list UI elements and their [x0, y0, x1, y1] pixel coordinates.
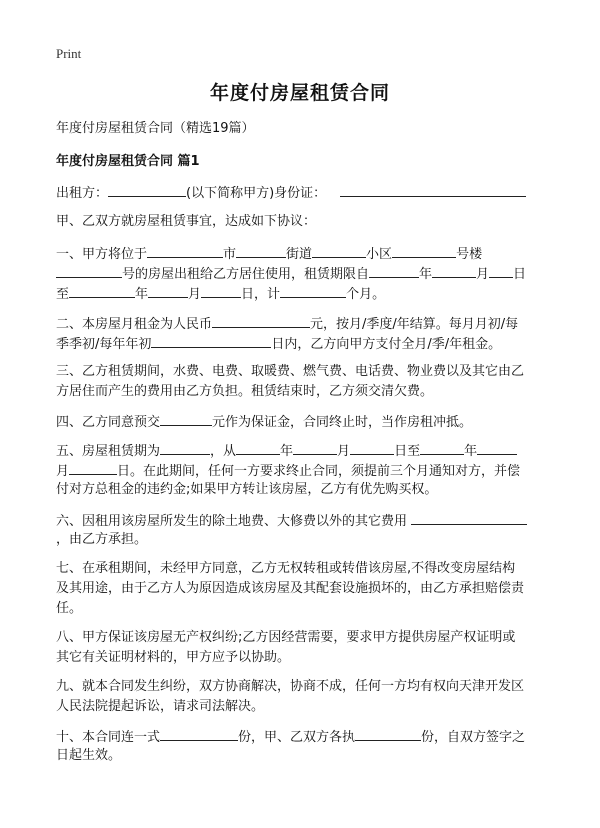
clause-1-text: 日: [513, 267, 527, 282]
clause-2-line-2: [56, 333, 501, 355]
clause-7-line-3: 任。: [56, 601, 83, 616]
clause-1-text: 个月。: [346, 287, 386, 302]
clause-2-text: 二、本房屋月租金为人民币: [56, 317, 213, 332]
clause-2-text: 季季初/每年年初: [56, 337, 152, 352]
lease-period-blank[interactable]: [160, 440, 210, 455]
deposit-blank[interactable]: [160, 411, 212, 426]
clause-5-text: ，从: [210, 444, 237, 459]
clause-1-text: 年: [135, 287, 149, 302]
unit-blank[interactable]: [56, 263, 122, 278]
clause-1-line-1: [56, 243, 482, 265]
clause-7-line-1: 七、在承租期间，未经甲方同意，乙方无权转租或转借该房屋,不得改变房屋结构: [56, 561, 516, 576]
document-subtitle: 年度付房屋租赁合同（精选19篇）: [56, 121, 255, 136]
clause-3-line-2: 方居住而产生的费用由乙方负担。租赁结束时，乙方须交清欠费。: [56, 384, 434, 399]
clause-5-text: 五、房屋租赁期为: [56, 444, 161, 459]
clause-4-line: [56, 411, 472, 433]
start-year-blank[interactable]: [369, 263, 419, 278]
clause-9-line-2: 人民法院提起诉讼，请求司法解决。: [56, 699, 265, 714]
start-day-blank[interactable]: [489, 263, 513, 278]
building-blank[interactable]: [392, 243, 456, 258]
street-blank[interactable]: [236, 243, 286, 258]
clause-1-text: 号楼: [456, 247, 483, 262]
clause-5-text: 月: [56, 464, 70, 479]
clause-5-line-2: [56, 460, 520, 482]
clause-1-text: 至: [56, 287, 70, 302]
end-day-blank[interactable]: [201, 283, 241, 298]
clause-2-text: 元，按月/季度/年结算。每月月初/每: [310, 317, 519, 332]
clause-1-text: 小区: [366, 247, 393, 262]
print-link[interactable]: Print: [56, 46, 82, 61]
payment-days-blank[interactable]: [151, 333, 271, 348]
clause-5-text: 年: [280, 444, 294, 459]
clause-4-text: 元作为保证金，合同终止时，当作房租冲抵。: [212, 415, 473, 430]
clause-5-text: 月: [337, 444, 351, 459]
clause-5-line-3: 付对方总租金的违约金;如果甲方转让该房屋，乙方有优先购买权。: [56, 482, 438, 497]
from-month-blank[interactable]: [293, 440, 337, 455]
clause-1-text: 市: [223, 247, 237, 262]
to-month-blank[interactable]: [477, 440, 517, 455]
clause-5-text: 年: [464, 444, 478, 459]
clause-3-line-1: 三、乙方租赁期间，水费、电费、取暖费、燃气费、电话费、物业费以及其它由乙: [56, 364, 525, 379]
clause-10-text: 份，甲、乙双方各执: [238, 730, 356, 745]
months-blank[interactable]: [280, 283, 346, 298]
clause-6-line-2: ，由乙方承担。: [56, 532, 148, 547]
clause-1-text: 街道: [286, 247, 313, 262]
clause-1-text: 日，计: [241, 287, 281, 302]
to-day-blank[interactable]: [69, 460, 117, 475]
copies-each-blank[interactable]: [355, 726, 421, 741]
clause-1-text: 月: [188, 287, 202, 302]
end-year-blank[interactable]: [69, 283, 135, 298]
clause-5-text: 日至: [394, 444, 421, 459]
lessor-name-blank[interactable]: [108, 182, 186, 197]
clause-7-line-2: 及其用途，由于乙方人为原因造成该房屋及其配套设施损坏的，由乙方承担赔偿责: [56, 581, 525, 596]
clause-5-line-1: [56, 440, 517, 462]
clause-10-line-2: 日起生效。: [56, 748, 122, 763]
lessor-hint: (以下简称甲方)身份证：: [186, 186, 327, 201]
clause-9-line-1: 九、就本合同发生纠纷，双方协商解决，协商不成，任何一方均有权向天津开发区: [56, 679, 525, 694]
clause-4-text: 四、乙方同意预交: [56, 415, 161, 430]
clause-1-text: 一、甲方将位于: [56, 247, 148, 262]
lessor-id-blank[interactable]: [340, 182, 526, 197]
community-blank[interactable]: [312, 243, 366, 258]
clause-6-text: 六、因租用该房屋所发生的除土地费、大修费以外的其它费用: [56, 514, 408, 529]
clause-2-line-1: [56, 313, 518, 335]
rent-amount-blank[interactable]: [212, 313, 310, 328]
lessor-label: 出租方：: [56, 186, 109, 201]
other-fees-blank[interactable]: [411, 510, 527, 525]
end-month-blank[interactable]: [148, 283, 188, 298]
copies-total-blank[interactable]: [160, 726, 238, 741]
clause-1-line-2: [56, 263, 526, 285]
clause-1-text: 号的房屋出租给乙方居住使用，租赁期限自: [122, 267, 370, 282]
clause-5-text: 日。在此期间，任何一方要求终止合同，须提前三个月通知对方，并偿: [117, 464, 521, 479]
city-blank[interactable]: [147, 243, 223, 258]
clause-1-line-3: [56, 283, 385, 305]
clause-1-text: 年: [419, 267, 433, 282]
start-month-blank[interactable]: [432, 263, 476, 278]
clause-8-line-1: 八、甲方保证该房屋无产权纠纷;乙方因经营需要，要求甲方提供房屋产权证明或: [56, 630, 516, 645]
from-day-blank[interactable]: [350, 440, 394, 455]
clause-1-text: 月: [476, 267, 490, 282]
section-heading: 年度付房屋租赁合同 篇1: [56, 154, 200, 169]
from-year-blank[interactable]: [236, 440, 280, 455]
to-year-blank[interactable]: [420, 440, 464, 455]
document-title: 年度付房屋租赁合同: [209, 82, 390, 104]
intro-text: 甲、乙双方就房屋租赁事宜，达成如下协议：: [56, 214, 317, 229]
clause-10-line-1: [56, 726, 525, 748]
clause-10-text: 份，自双方签字之: [421, 730, 526, 745]
clause-8-line-2: 其它有关证明材料的，甲方应予以协助。: [56, 650, 291, 665]
clause-10-text: 十、本合同连一式: [56, 730, 161, 745]
lessor-line: [56, 182, 526, 204]
clause-2-text: 日内，乙方向甲方支付全月/季/年租金。: [271, 337, 502, 352]
clause-6-line-1: [56, 510, 527, 532]
